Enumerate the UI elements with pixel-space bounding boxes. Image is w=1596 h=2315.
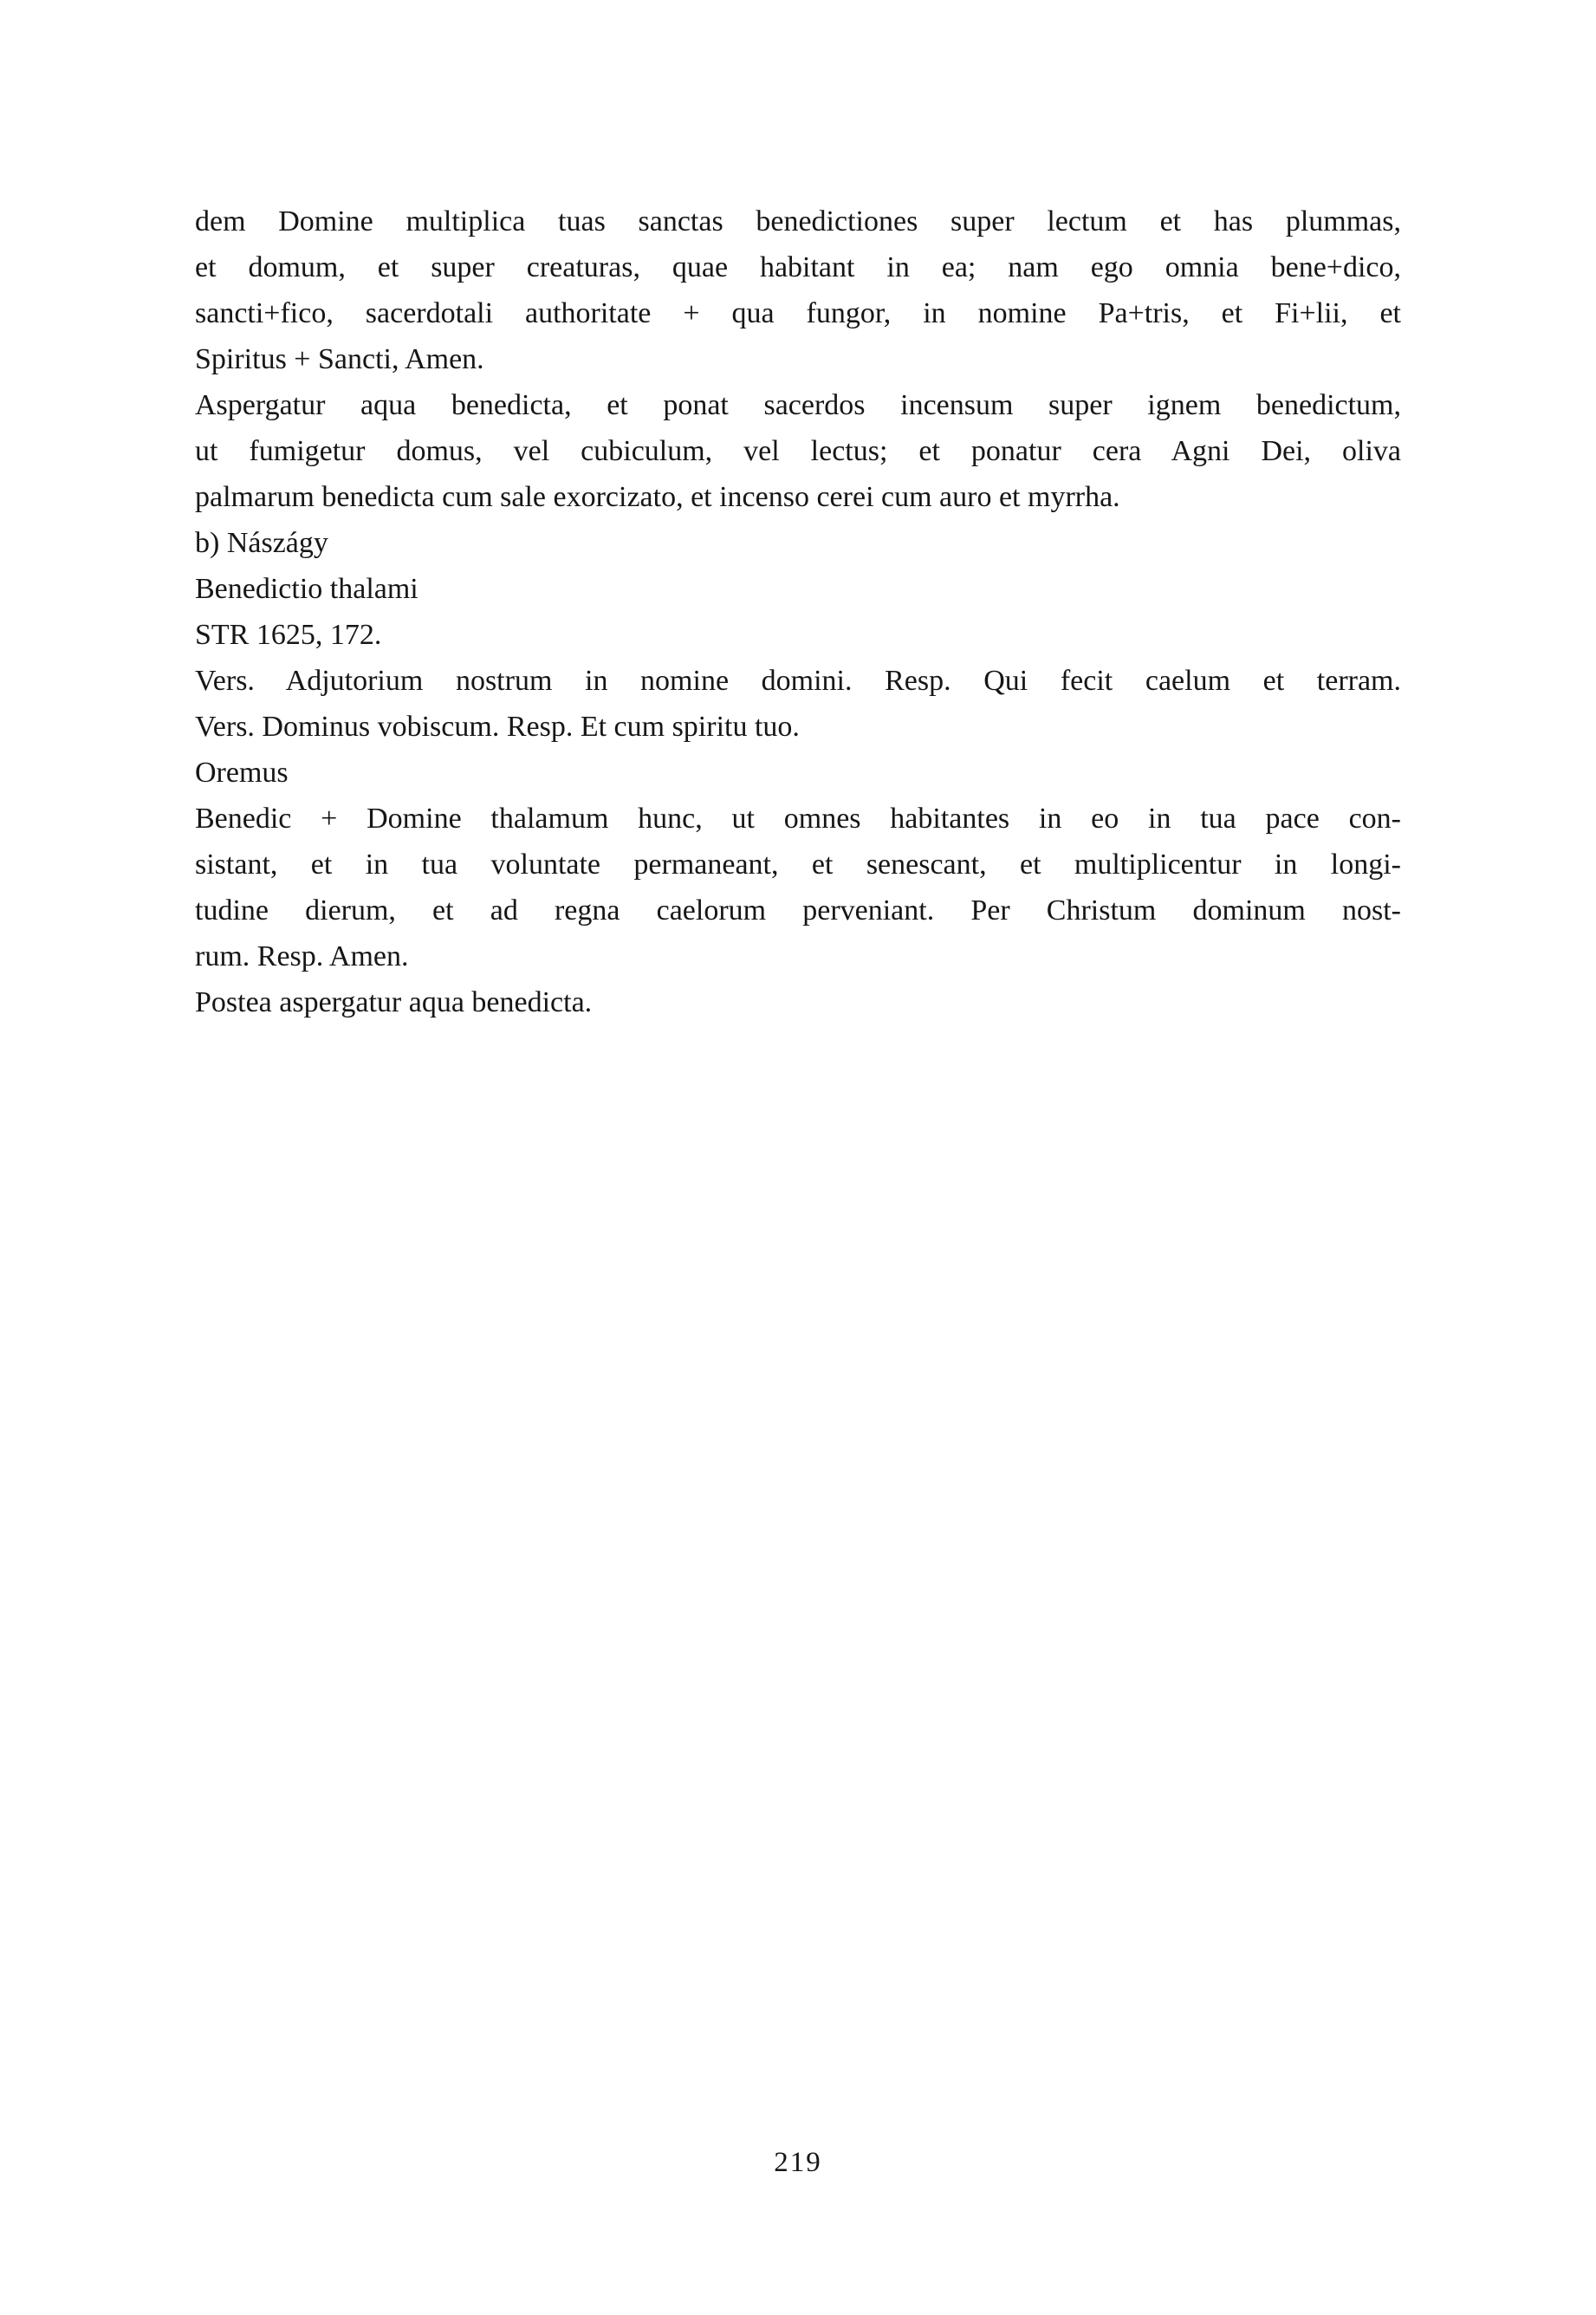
versicle-line: Vers. Dominus vobiscum. Resp. Et cum spiritu tuo. [195,711,800,743]
oremus-text: Oremus [195,757,289,789]
versicle-line: Vers. Adjutorium nostrum in nomine domini. Resp. Qui fecit caelum et terram. [195,665,1401,697]
text-column [195,198,1401,1025]
paragraph-prayer [195,796,1401,979]
rubric-postea [195,979,1401,1025]
paragraph-line: sistant, et in tua voluntate permaneant, et senescant, et multiplicentur in longi- [195,849,1401,881]
paragraph-line: Aspergatur aqua benedicta, et ponat sacerdos incensum super ignem benedictum, [195,389,1401,421]
paragraph-line: et domum, et super creaturas, quae habitant in ea; nam ego omnia bene+dico, [195,251,1401,283]
section-heading [195,520,1401,566]
paragraph-line: Benedic + Domine thalamum hunc, ut omnes habitantes in eo in tua pace con- [195,803,1401,835]
paragraph-line: Spiritus + Sancti, Amen. [195,343,484,375]
oremus-label [195,750,1401,796]
source-title: Benedictio thalami [195,573,418,605]
source-block [195,566,1401,658]
paragraph-aspergatur [195,382,1401,520]
paragraph-line: palmarum benedicta cum sale exorcizato, et incenso cerei cum auro et myrrha. [195,481,1120,513]
paragraph-line: rum. Resp. Amen. [195,940,409,972]
section-heading-label: b) Nászágy [195,527,328,559]
rubric-text: Postea aspergatur aqua benedicta. [195,986,593,1018]
page-number: 219 [774,2147,822,2178]
paragraph-line: dem Domine multiplica tuas sanctas benedictiones super lectum et has plummas, [195,205,1401,237]
source-reference: STR 1625, 172. [195,619,382,651]
paragraph-line: sancti+fico, sacerdotali authoritate + qua fungor, in nomine Pa+tris, et Fi+lii, et [195,297,1401,329]
paragraph-line: ut fumigetur domus, vel cubiculum, vel lectus; et ponatur cera Agni Dei, oliva [195,435,1401,467]
page-footer [0,2140,1596,2186]
paragraph-benediction-continuation [195,198,1401,382]
versicles-block [195,658,1401,750]
paragraph-line: tudine dierum, et ad regna caelorum perveniant. Per Christum dominum nost- [195,894,1401,927]
